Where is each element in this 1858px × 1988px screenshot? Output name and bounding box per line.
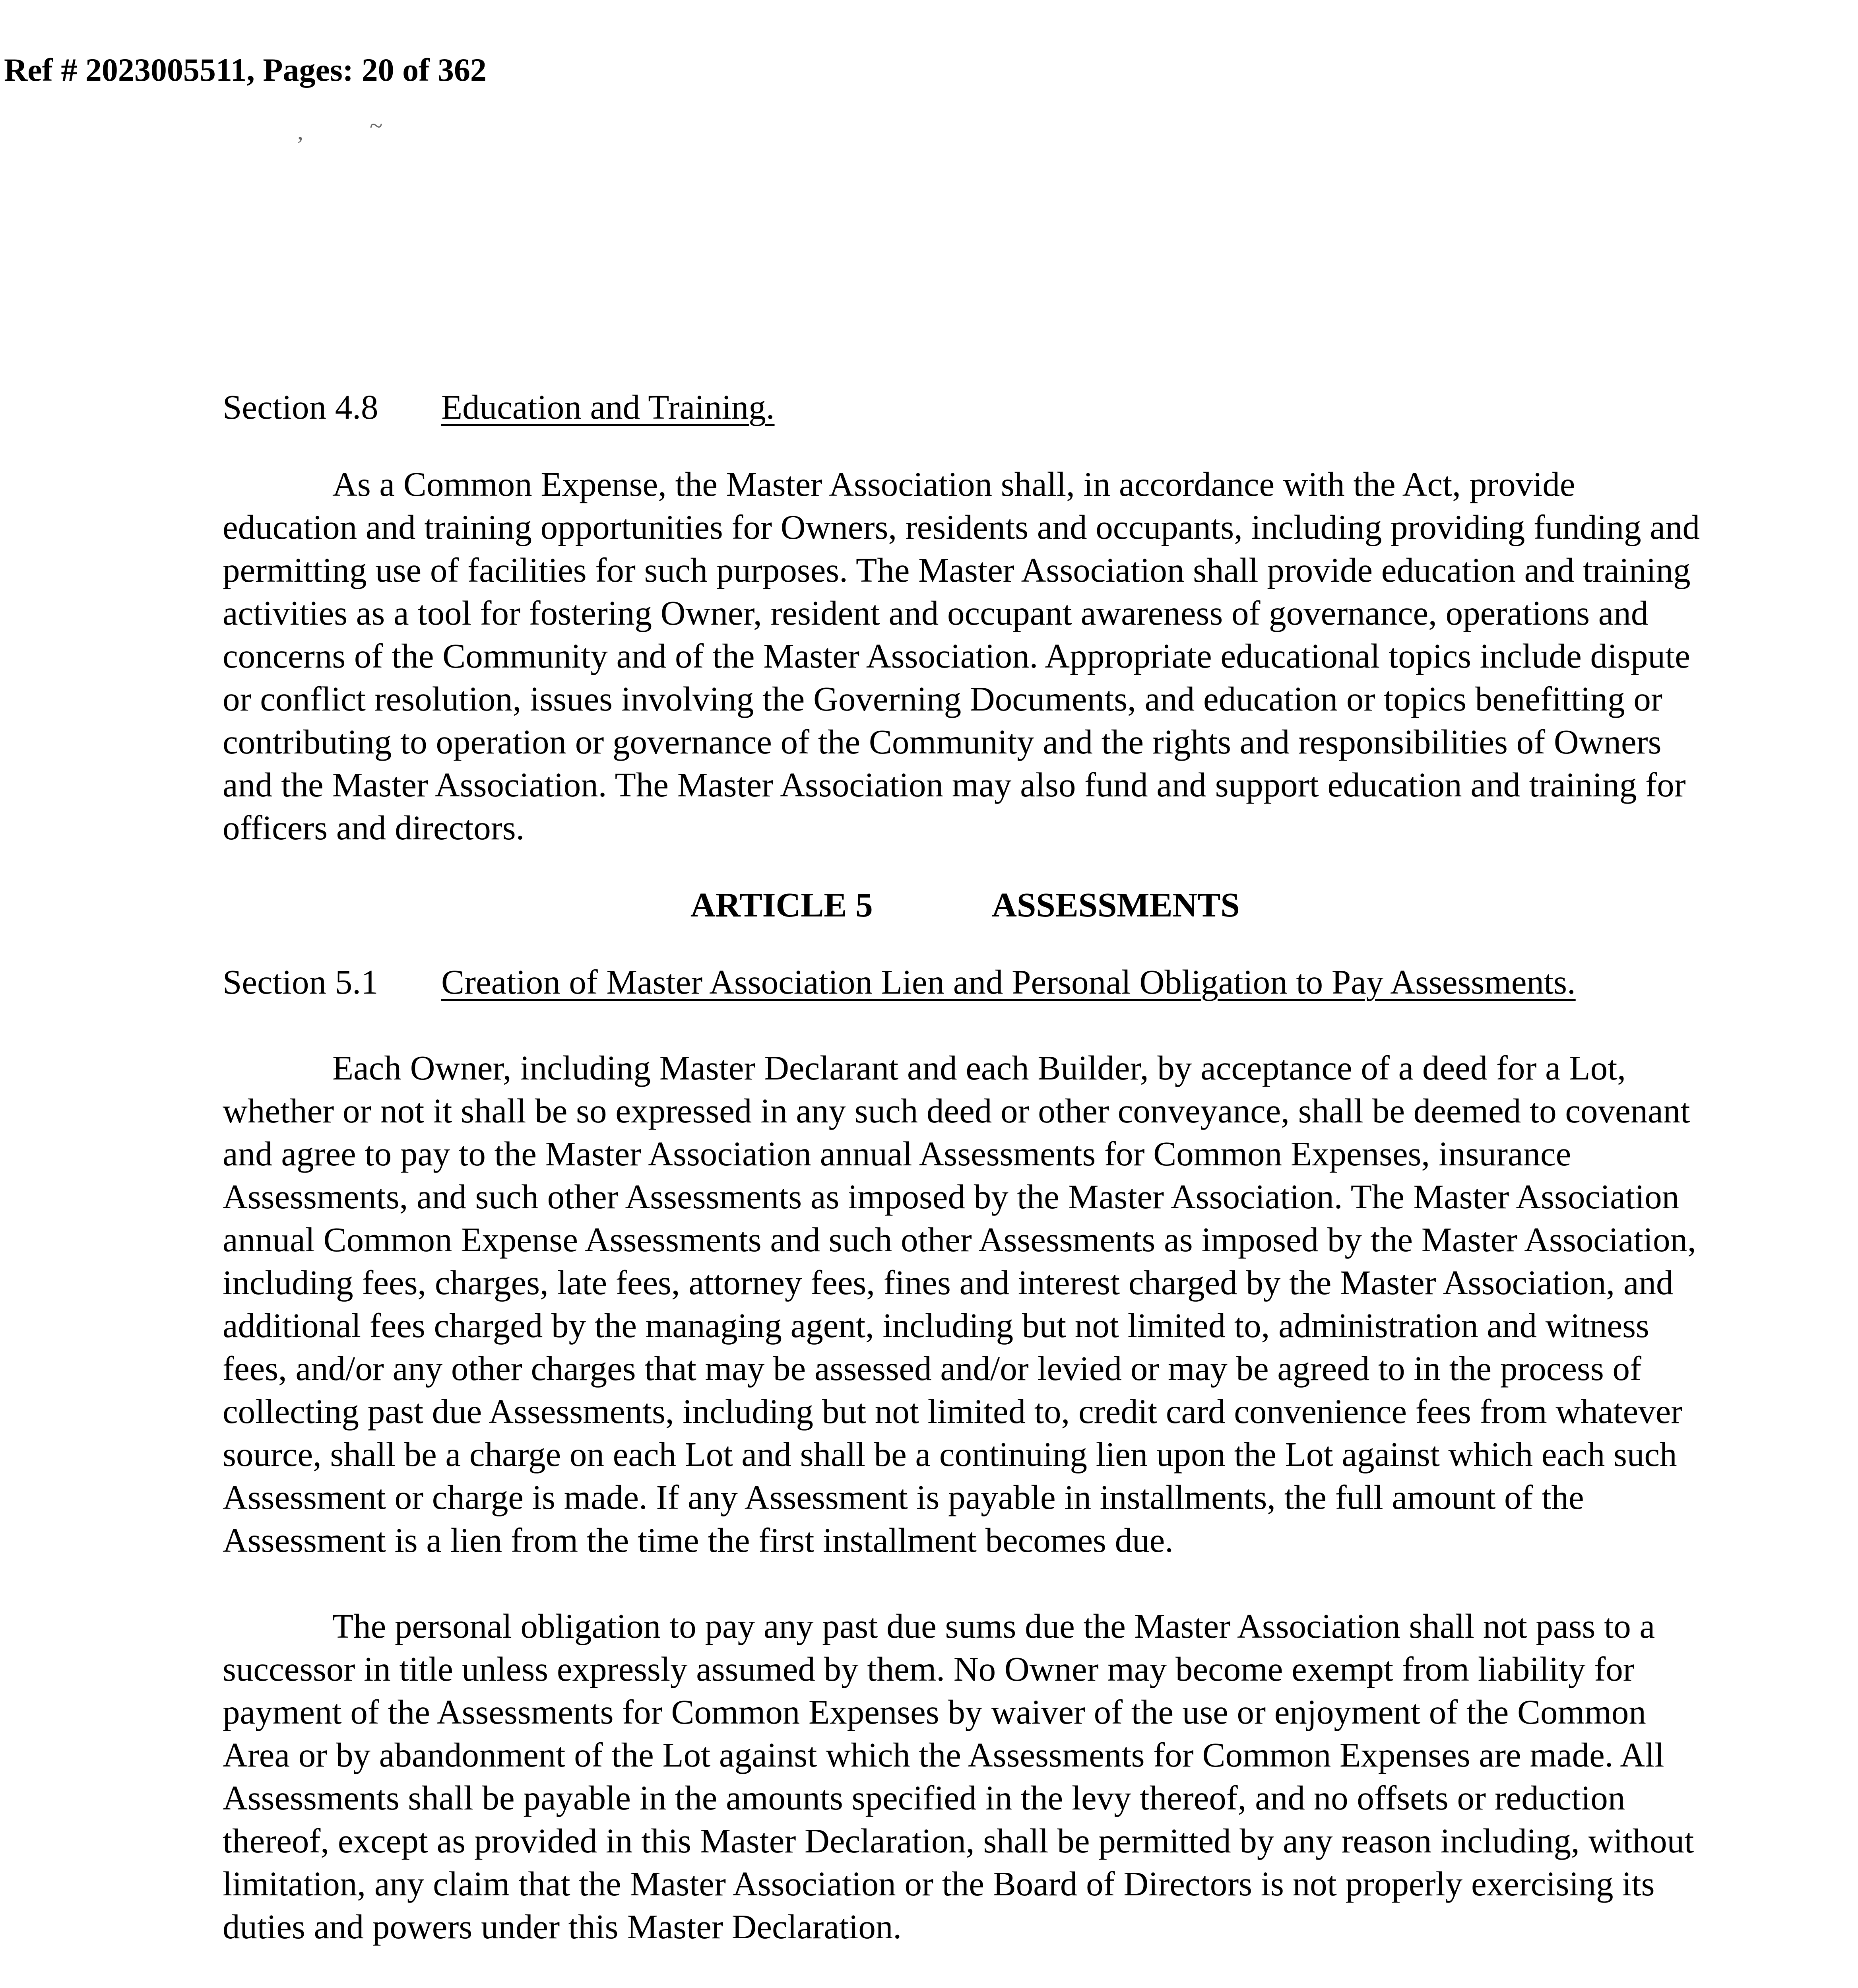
section-number: Section 5.1 bbox=[223, 963, 378, 1001]
section-5-1-heading bbox=[223, 961, 1717, 1004]
scan-artifact-mark: ~ bbox=[370, 113, 383, 139]
article-5-heading bbox=[223, 883, 1717, 926]
article-title: ASSESSMENTS bbox=[992, 885, 1240, 924]
reference-header: Ref # 2023005511, Pages: 20 of 362 bbox=[4, 52, 487, 88]
section-title: Education and Training. bbox=[441, 388, 775, 426]
section-5-1-paragraph: The personal obligation to pay any past due sums due the Master Association shall not pass to a successor in title unless expressly assumed by them. No Owner may become exempt from liability for payment of the Assessments for Common Expenses by waiver of the use or enjoyment of the Common Area or by abandonment of the Lot against which the Assessments for Common Expenses are made. All Assessments shall be payable in the amounts specified in the levy thereof, and no offsets or reduction thereof, except as provided in this Master Declaration, shall be permitted by any reason including, without limitation, any claim that the Master Association or the Board of Directors is not properly exercising its duties and powers under this Master Declaration. bbox=[223, 1607, 1694, 1946]
section-4-8-paragraph: As a Common Expense, the Master Association shall, in accordance with the Act, provide education and training opportunities for Owners, residents and occupants, including providing funding and permitting use of facilities for such purposes. The Master Association shall provide education and training activities as a tool for fostering Owner, resident and occupant awareness of governance, operations and concerns of the Community and of the Master Association. Appropriate educational topics include dispute or conflict resolution, issues involving the Governing Documents, and education or topics benefitting or contributing to operation or governance of the Community and the rights and responsibilities of Owners and the Master Association. The Master Association may also fund and support education and training for officers and directors. bbox=[223, 465, 1700, 847]
section-title: Creation of Master Association Lien and Personal Obligation to Pay Assessments. bbox=[441, 963, 1576, 1001]
document-body bbox=[223, 386, 1717, 1988]
section-number: Section 4.8 bbox=[223, 388, 378, 426]
scan-artifact-mark: , bbox=[297, 118, 303, 144]
article-number: ARTICLE 5 bbox=[690, 885, 873, 924]
section-5-1-paragraph: Each Owner, including Master Declarant and each Builder, by acceptance of a deed for a Lot, whether or not it shall be so expressed in any such deed or other conveyance, shall be deemed to covenant and agree to pay to the Master Association annual Assessments for Common Expenses, insurance Assessments, and such other Assessments as imposed by the Master Association. The Master Association annual Common Expense Assessments and such other Assessments as imposed by the Master Association, including fees, charges, late fees, attorney fees, fines and interest charged by the Master Association, and additional fees charged by the managing agent, including but not limited to, administration and witness fees, and/or any other charges that may be assessed and/or levied or may be agreed to in the process of collecting past due Assessments, including but not limited to, credit card convenience fees from whatever source, shall be a charge on each Lot and shall be a continuing lien upon the Lot against which each such Assessment or charge is made. If any Assessment is payable in installments, the full amount of the Assessment is a lien from the time the first installment becomes due. bbox=[223, 1048, 1696, 1559]
section-4-8-heading bbox=[223, 386, 1717, 429]
